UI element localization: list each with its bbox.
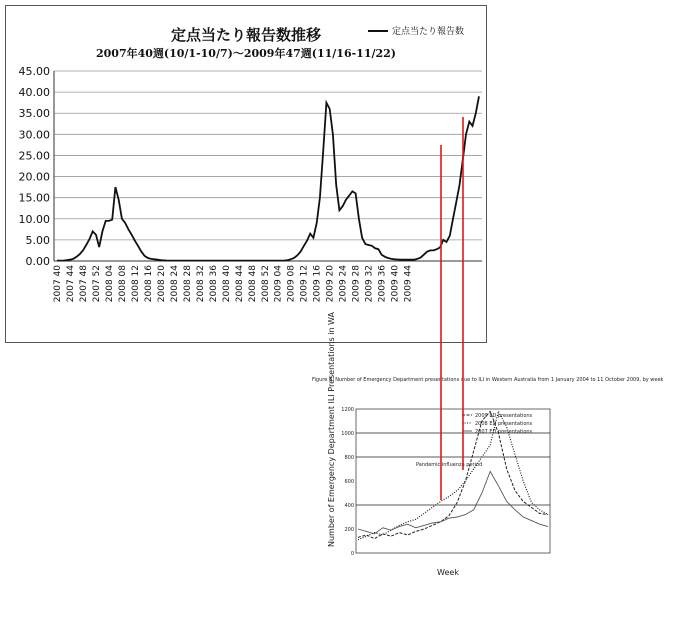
x-tick-label: 2007 40 <box>53 265 63 303</box>
inset-y-tick-label: 0 <box>350 551 354 557</box>
inset-legend-label: 2009 ED presentations <box>475 413 533 419</box>
inset-legend-label: 2008 ED presentations <box>475 421 533 427</box>
y-tick-label: 35.00 <box>18 107 50 121</box>
x-tick-label: 2008 24 <box>169 265 180 303</box>
chart-title: 定点当たり報告数推移 <box>170 26 322 44</box>
chart-subtitle: 2007年40週(10/1-10/7)〜2009年47週(11/16-11/22) <box>95 47 397 60</box>
x-tick-label: 2009 16 <box>312 265 323 303</box>
y-tick-label: 10.00 <box>18 212 50 226</box>
x-tick-label: 2008 40 <box>221 265 232 303</box>
x-tick-label: 2009 20 <box>325 265 336 303</box>
x-tick-label: 2007 44 <box>66 265 76 303</box>
inset-annotation: Pandemic influenza period <box>416 462 483 468</box>
inset-x-axis-label: Week <box>437 568 459 577</box>
x-tick-label: 2009 04 <box>273 265 284 303</box>
y-tick-label: 20.00 <box>18 170 50 184</box>
y-tick-label: 15.00 <box>18 191 50 205</box>
x-tick-label: 2009 08 <box>286 265 297 303</box>
inset-y-tick-label: 1200 <box>341 407 354 413</box>
x-tick-label: 2008 52 <box>260 265 271 303</box>
inset-chart-title: Figure 6. Number of Emergency Department presentations due to ILI in Western Australia from 1 January 2004 to 11 October 2009, by week <box>312 377 664 383</box>
inset-y-tick-label: 800 <box>344 455 354 461</box>
y-tick-label: 0.00 <box>25 255 50 268</box>
x-tick-label: 2008 16 <box>143 265 154 303</box>
x-tick-label: 2009 40 <box>390 265 401 303</box>
y-tick-label: 25.00 <box>18 149 50 163</box>
y-tick-label: 40.00 <box>18 86 50 100</box>
x-tick-label: 2008 36 <box>208 265 219 303</box>
x-tick-label: 2008 28 <box>182 265 193 303</box>
x-tick-label: 2008 04 <box>104 265 115 303</box>
x-tick-label: 2009 36 <box>377 265 388 303</box>
inset-y-tick-label: 600 <box>344 479 354 485</box>
x-tick-label: 2007 48 <box>79 265 89 303</box>
x-tick-label: 2008 32 <box>195 265 206 303</box>
inset-y-tick-label: 200 <box>344 527 354 533</box>
x-tick-label: 2008 20 <box>156 265 167 303</box>
inset-y-axis-label: Number of Emergency Department ILI Presentations in WA <box>327 311 336 547</box>
x-tick-label: 2008 08 <box>117 265 128 303</box>
x-tick-label: 2009 28 <box>351 265 362 303</box>
x-tick-label: 2007 52 <box>92 265 102 303</box>
inset-y-tick-label: 1000 <box>341 431 354 437</box>
x-tick-label: 2008 44 <box>234 265 245 303</box>
y-tick-label: 45.00 <box>18 65 50 78</box>
legend-label: 定点当たり報告数 <box>392 27 465 37</box>
x-tick-label: 2008 48 <box>247 265 258 303</box>
x-tick-label: 2009 24 <box>338 265 349 303</box>
y-tick-label: 30.00 <box>18 128 50 142</box>
x-tick-label: 2009 44 <box>403 265 414 303</box>
x-tick-label: 2008 12 <box>130 265 141 303</box>
inset-legend-label: 2007 ED presentations <box>475 429 533 435</box>
inset-y-tick-label: 400 <box>344 503 354 509</box>
x-tick-label: 2009 12 <box>299 265 310 303</box>
y-tick-label: 5.00 <box>25 233 50 247</box>
x-tick-label: 2009 32 <box>364 265 375 303</box>
